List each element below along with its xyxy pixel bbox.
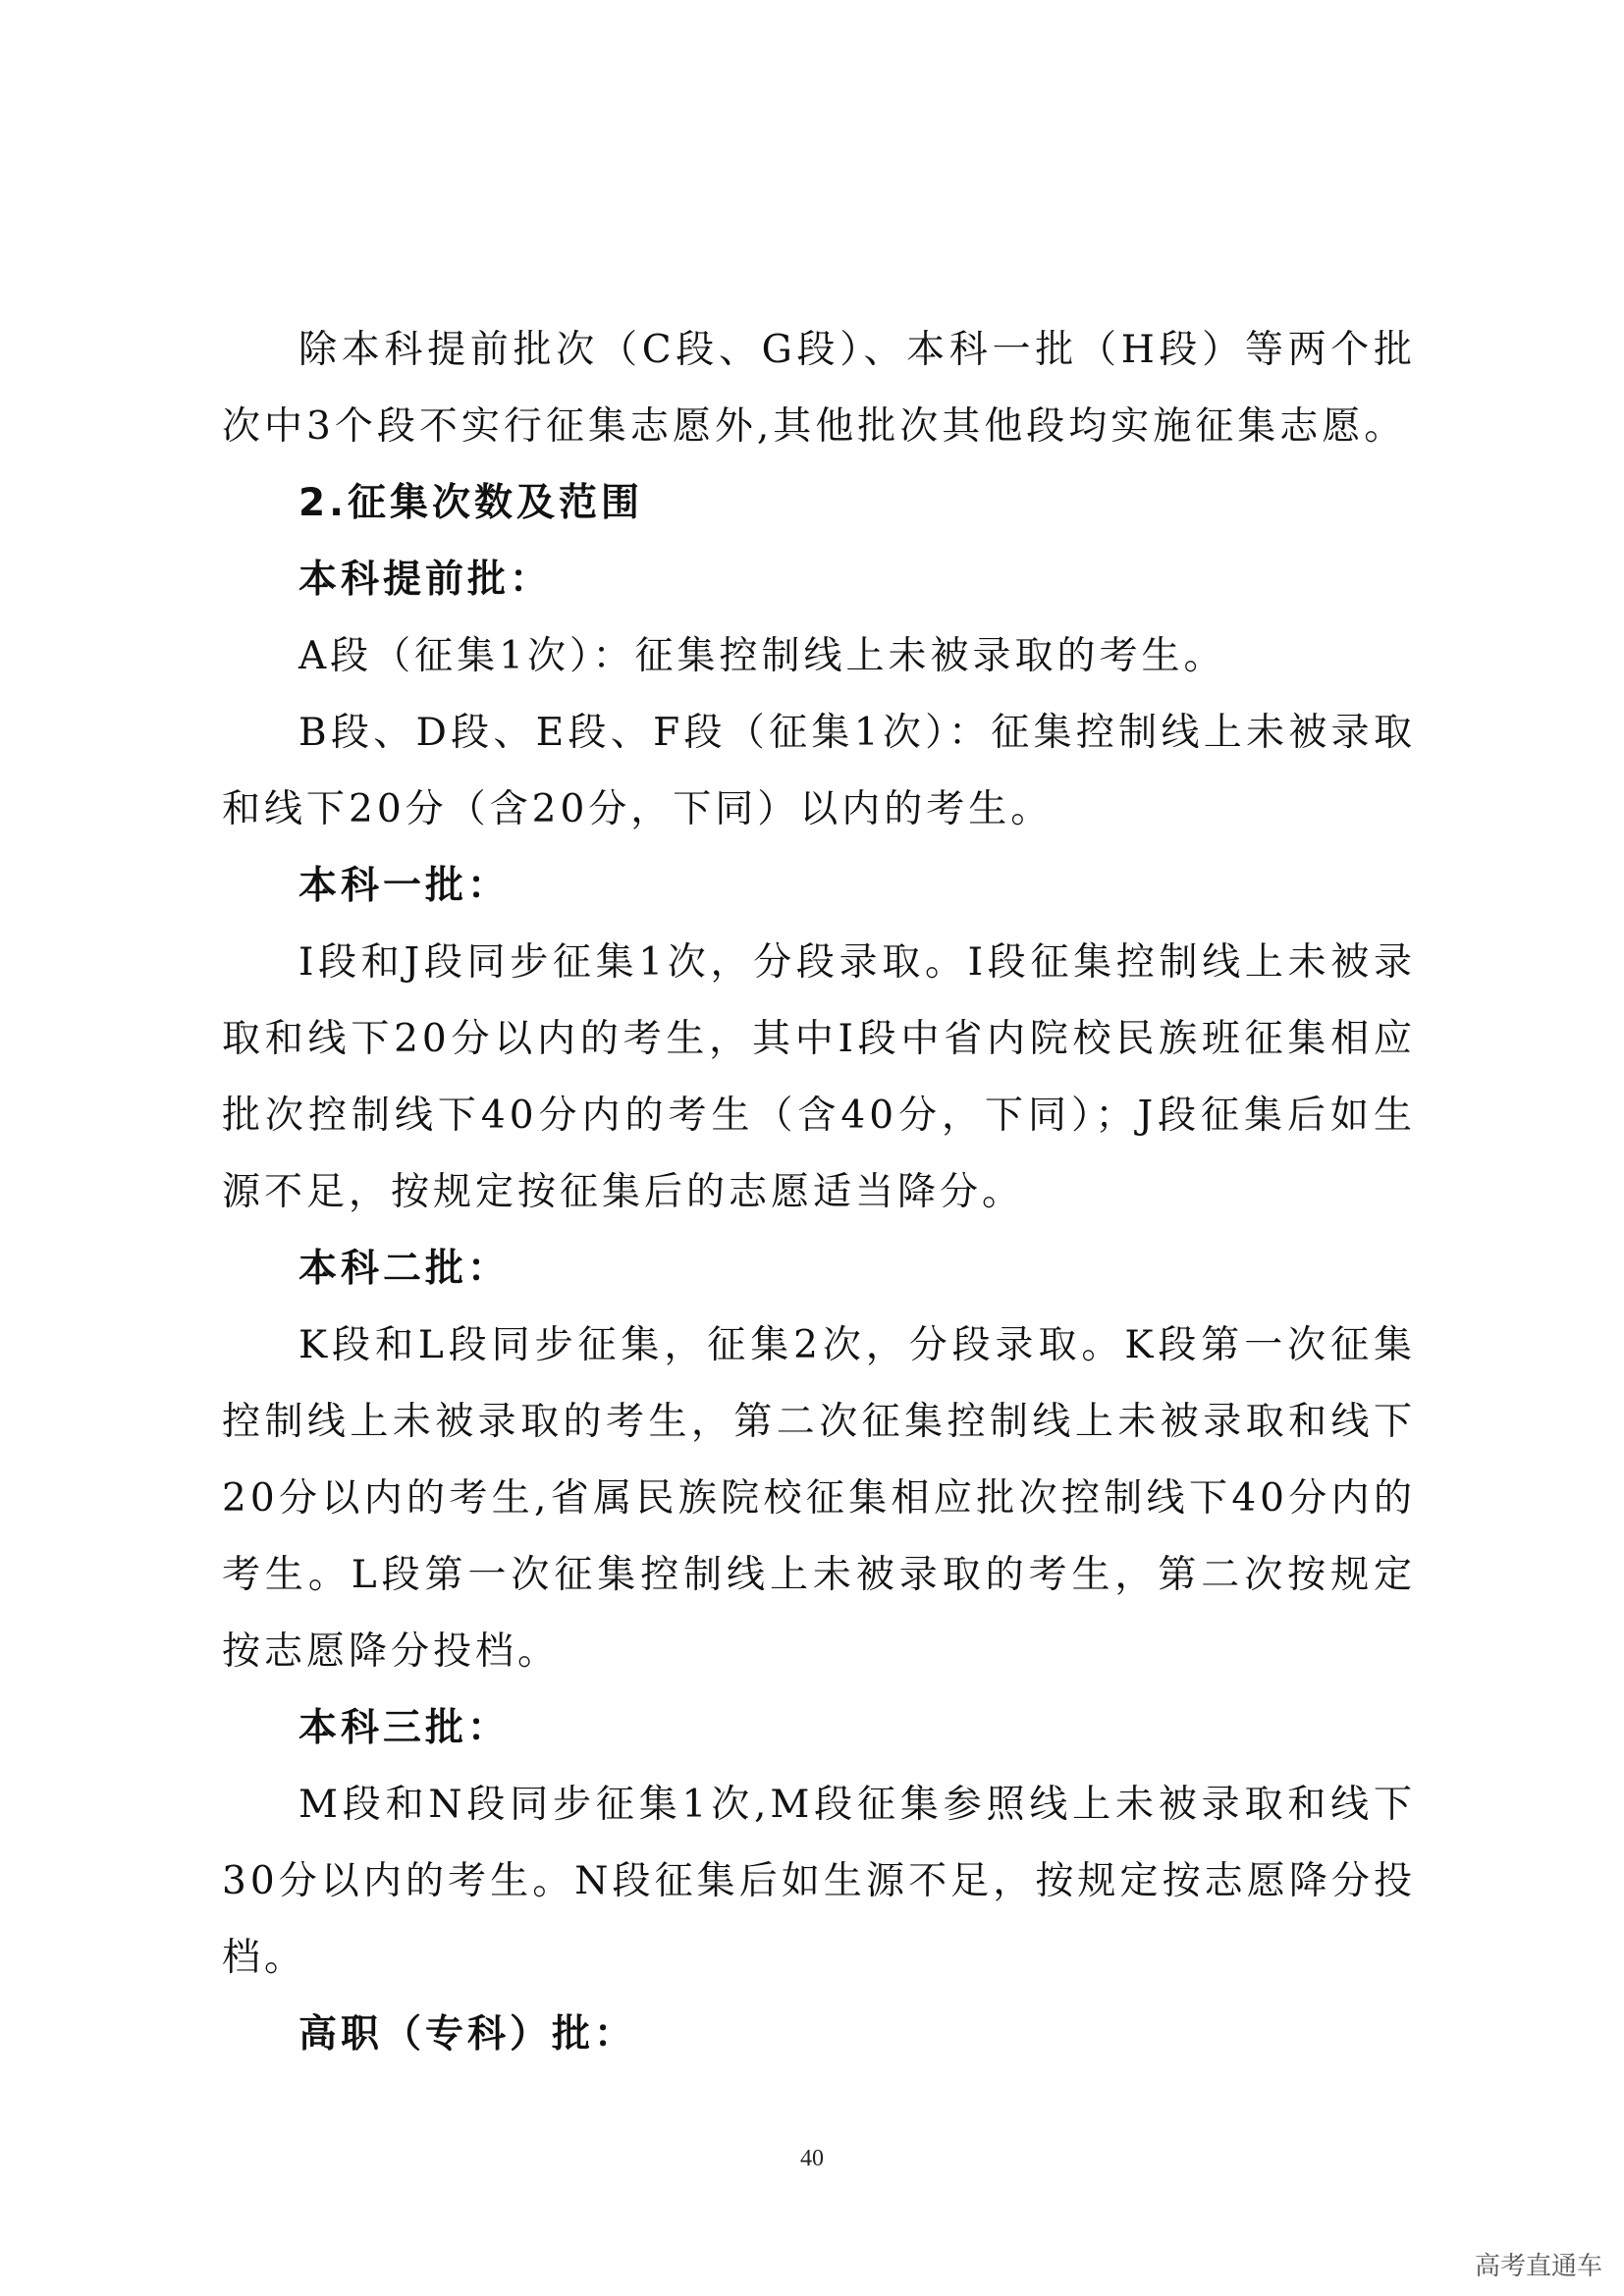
page-number: 40: [800, 2146, 824, 2171]
subheading-second-batch: 本科二批：: [298, 1247, 511, 1291]
document-body: [222, 312, 1416, 2073]
subheading-third-batch: 本科三批：: [298, 1706, 511, 1750]
paragraph-segment-a: A段（征集1次）：征集控制线上未被录取的考生。: [298, 634, 1226, 678]
section-heading-collection-scope: 2.征集次数及范围: [298, 481, 643, 525]
subheading-vocational-batch: 高职（专科）批：: [298, 2012, 637, 2056]
paragraph-segments-bdef: B段、D段、E段、F段（征集1次）：征集控制线上未被录取和线下20分（含20分，下同）以内的考生。: [222, 711, 1416, 831]
paragraph-segments-kl: K段和L段同步征集，征集2次，分段录取。K段第一次征集控制线上未被录取的考生，第二次征集控制线上未被录取和线下20分以内的考生,省属民族院校征集相应批次控制线下40分内的考生。L段第一次征集控制线上未被录取的考生，第二次按规定按志愿降分投档。: [222, 1323, 1416, 1674]
paragraph-segments-ij: I段和J段同步征集1次，分段录取。I段征集控制线上未被录取和线下20分以内的考生，其中I段中省内院校民族班征集相应批次控制线下40分内的考生（含40分，下同）；J段征集后如生源不足，按规定按征集后的志愿适当降分。: [222, 940, 1416, 1214]
watermark-text: 高考直通车: [1474, 2252, 1602, 2281]
paragraph-segments-mn: M段和N段同步征集1次,M段征集参照线上未被录取和线下30分以内的考生。N段征集后如生源不足，按规定按志愿降分投档。: [222, 1783, 1416, 1980]
paragraph-exclusion-note: 除本科提前批次（C段、G段）、本科一批（H段）等两个批次中3个段不实行征集志愿外,其他批次其他段均实施征集志愿。: [222, 328, 1416, 449]
subheading-first-batch: 本科一批：: [298, 864, 511, 908]
subheading-early-batch: 本科提前批：: [298, 558, 553, 602]
